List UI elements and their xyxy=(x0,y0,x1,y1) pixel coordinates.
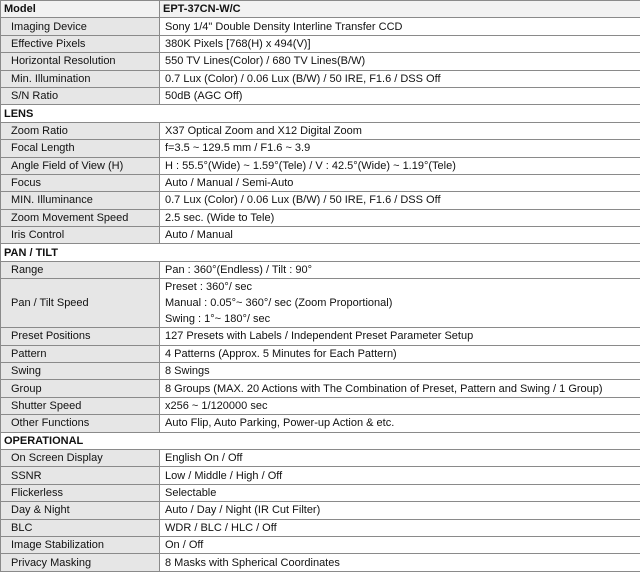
spec-value-line: 0.7 Lux (Color) / 0.06 Lux (B/W) / 50 IRE, F1.6 / DSS Off xyxy=(165,194,441,207)
spec-value xyxy=(160,519,640,536)
spec-label: Group xyxy=(1,380,160,397)
spec-label: Other Functions xyxy=(1,415,160,432)
section-header-row xyxy=(1,244,640,261)
spec-value-line: 8 Masks with Spherical Coordinates xyxy=(165,556,340,569)
model-header-row xyxy=(1,1,640,18)
section-header-row xyxy=(1,432,640,449)
spec-value-line: 380K Pixels [768(H) x 494(V)] xyxy=(165,37,311,50)
spec-row xyxy=(1,484,640,501)
spec-value xyxy=(160,35,640,52)
spec-value xyxy=(160,18,640,35)
section-title: PAN / TILT xyxy=(1,244,640,261)
spec-value xyxy=(160,70,640,87)
spec-row xyxy=(1,192,640,209)
spec-label: Pan / Tilt Speed xyxy=(1,279,160,328)
spec-value-line: Auto / Manual xyxy=(165,229,233,242)
spec-row xyxy=(1,122,640,139)
spec-value-line: 8 Groups (MAX. 20 Actions with The Combination of Preset, Pattern and Swing / 1 Group) xyxy=(165,382,603,395)
spec-row xyxy=(1,70,640,87)
spec-value-line: Auto Flip, Auto Parking, Power-up Action & etc. xyxy=(165,417,395,430)
spec-row xyxy=(1,261,640,278)
spec-row xyxy=(1,345,640,362)
spec-value-line: 0.7 Lux (Color) / 0.06 Lux (B/W) / 50 IRE, F1.6 / DSS Off xyxy=(165,72,441,85)
spec-table-body xyxy=(1,1,640,572)
spec-value-line: f=3.5 ~ 129.5 mm / F1.6 ~ 3.9 xyxy=(165,142,311,155)
spec-value-line: 127 Presets with Labels / Independent Preset Parameter Setup xyxy=(165,330,474,343)
spec-row xyxy=(1,87,640,104)
spec-row xyxy=(1,502,640,519)
spec-label: Zoom Ratio xyxy=(1,122,160,139)
section-title: LENS xyxy=(1,105,640,122)
spec-value-line: 2.5 sec. (Wide to Tele) xyxy=(165,211,275,224)
spec-value xyxy=(160,227,640,244)
spec-row xyxy=(1,227,640,244)
spec-label: Swing xyxy=(1,363,160,380)
spec-value-line: English On / Off xyxy=(165,452,243,465)
spec-value-line: On / Off xyxy=(165,539,204,552)
spec-label: Focus xyxy=(1,174,160,191)
spec-row xyxy=(1,18,640,35)
spec-value xyxy=(160,122,640,139)
spec-value xyxy=(160,157,640,174)
spec-row xyxy=(1,397,640,414)
spec-value xyxy=(160,328,640,345)
spec-value xyxy=(160,484,640,501)
spec-value-line: 50dB (AGC Off) xyxy=(165,90,243,103)
spec-value-line: Low / Middle / High / Off xyxy=(165,469,283,482)
spec-value xyxy=(160,415,640,432)
spec-value xyxy=(160,380,640,397)
spec-value xyxy=(160,502,640,519)
spec-value xyxy=(160,397,640,414)
spec-value-line: Pan : 360°(Endless) / Tilt : 90° xyxy=(165,264,312,277)
spec-label: Iris Control xyxy=(1,227,160,244)
spec-label: Shutter Speed xyxy=(1,397,160,414)
spec-label: Image Stabilization xyxy=(1,536,160,553)
spec-value-line: H : 55.5°(Wide) ~ 1.59°(Tele) / V : 42.5°(Wide) ~ 1.19°(Tele) xyxy=(165,159,456,172)
spec-value xyxy=(160,192,640,209)
spec-value-line: 550 TV Lines(Color) / 680 TV Lines(B/W) xyxy=(165,55,366,68)
spec-row xyxy=(1,536,640,553)
spec-value xyxy=(160,536,640,553)
spec-value-line: Manual : 0.05°~ 360°/ sec (Zoom Proportional) xyxy=(165,297,393,310)
spec-row xyxy=(1,415,640,432)
spec-value-line: Sony 1/4" Double Density Interline Transfer CCD xyxy=(165,20,403,33)
spec-value xyxy=(160,53,640,70)
spec-value-line: X37 Optical Zoom and X12 Digital Zoom xyxy=(165,124,362,137)
spec-label: Zoom Movement Speed xyxy=(1,209,160,226)
spec-label: S/N Ratio xyxy=(1,87,160,104)
spec-value xyxy=(160,345,640,362)
spec-value xyxy=(160,209,640,226)
spec-value-line: Selectable xyxy=(165,486,217,499)
spec-label: BLC xyxy=(1,519,160,536)
model-value: EPT-37CN-W/C xyxy=(160,1,640,18)
model-label: Model xyxy=(1,1,160,18)
spec-value-line: Preset : 360°/ sec xyxy=(165,281,252,294)
spec-row xyxy=(1,140,640,157)
spec-value xyxy=(160,279,640,328)
spec-value xyxy=(160,363,640,380)
spec-label: Focal Length xyxy=(1,140,160,157)
spec-label: Privacy Masking xyxy=(1,554,160,571)
spec-label: On Screen Display xyxy=(1,449,160,466)
spec-label: Flickerless xyxy=(1,484,160,501)
spec-value-line: x256 ~ 1/120000 sec xyxy=(165,400,268,412)
spec-label: MIN. Illuminance xyxy=(1,192,160,209)
spec-row xyxy=(1,467,640,484)
spec-row xyxy=(1,279,640,328)
section-header-row xyxy=(1,105,640,122)
spec-label: SSNR xyxy=(1,467,160,484)
spec-value-line: Auto / Day / Night (IR Cut Filter) xyxy=(165,504,321,517)
spec-label: Pattern xyxy=(1,345,160,362)
spec-value-line: 4 Patterns (Approx. 5 Minutes for Each Pattern) xyxy=(165,347,397,360)
spec-value-line: Auto / Manual / Semi-Auto xyxy=(165,177,294,190)
spec-label: Preset Positions xyxy=(1,328,160,345)
spec-label: Imaging Device xyxy=(1,18,160,35)
spec-label: Angle Field of View (H) xyxy=(1,157,160,174)
spec-value xyxy=(160,449,640,466)
spec-label: Day & Night xyxy=(1,502,160,519)
spec-value xyxy=(160,554,640,571)
spec-label: Range xyxy=(1,261,160,278)
spec-row xyxy=(1,554,640,571)
spec-value-line: 8 Swings xyxy=(165,365,210,378)
spec-value xyxy=(160,174,640,191)
spec-value-line: WDR / BLC / HLC / Off xyxy=(165,521,277,534)
spec-row xyxy=(1,363,640,380)
spec-row xyxy=(1,328,640,345)
spec-value-line: Swing : 1°~ 180°/ sec xyxy=(165,313,271,326)
spec-value xyxy=(160,467,640,484)
spec-value xyxy=(160,87,640,104)
spec-row xyxy=(1,209,640,226)
spec-label: Horizontal Resolution xyxy=(1,53,160,70)
spec-row xyxy=(1,449,640,466)
spec-label: Effective Pixels xyxy=(1,35,160,52)
spec-value xyxy=(160,261,640,278)
spec-row xyxy=(1,53,640,70)
spec-row xyxy=(1,519,640,536)
spec-row xyxy=(1,380,640,397)
spec-row xyxy=(1,157,640,174)
spec-label: Min. Illumination xyxy=(1,70,160,87)
section-title: OPERATIONAL xyxy=(1,432,640,449)
spec-value xyxy=(160,140,640,157)
spec-row xyxy=(1,35,640,52)
spec-row xyxy=(1,174,640,191)
